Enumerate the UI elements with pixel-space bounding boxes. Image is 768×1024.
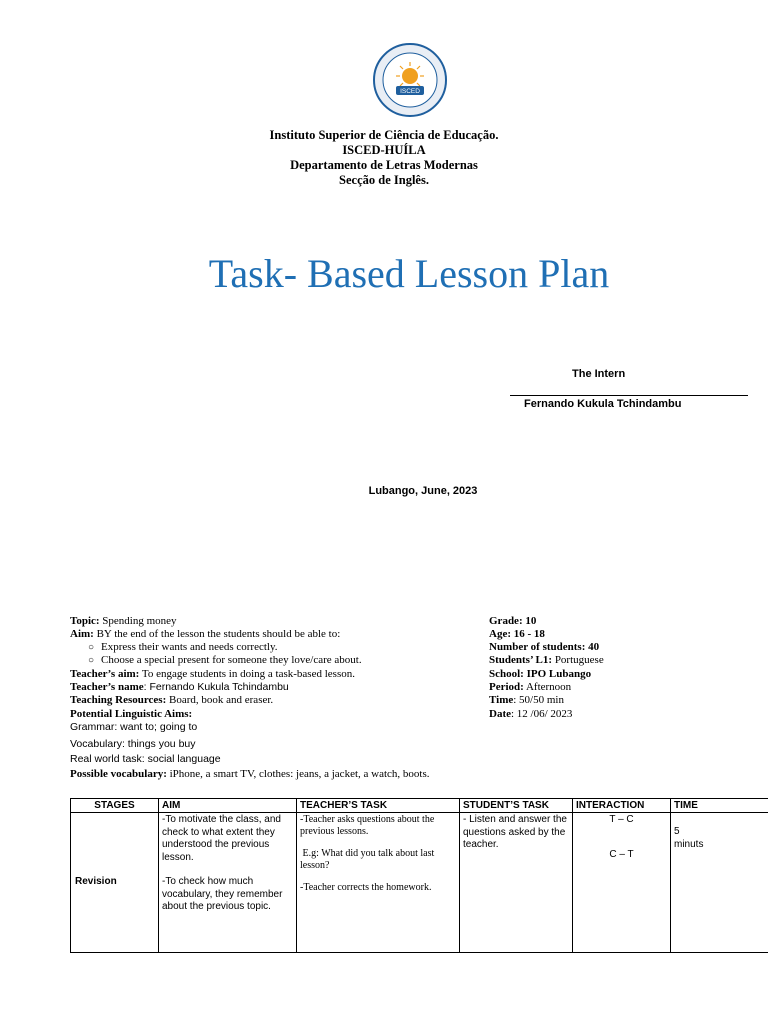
teachers-aim-value: To engage students in doing a task-based lesson.	[139, 668, 355, 680]
intern-name: Fernando Kukula Tchindambu	[524, 398, 682, 410]
resources-line	[70, 694, 273, 707]
time-value: : 50/50 min	[513, 694, 564, 706]
grammar-line: Grammar: want to; going to	[70, 721, 198, 733]
time-text: 5	[674, 826, 680, 837]
students-l1	[489, 654, 604, 667]
institution-name: Instituto Superior de Ciência de Educação.	[269, 128, 499, 142]
number-of-students: Number of students: 40	[489, 641, 600, 653]
students-l1-value: Portuguese	[552, 654, 604, 666]
interaction-cell	[573, 813, 671, 953]
bullet-circle-icon: ○	[88, 655, 95, 666]
bullet-circle-icon: ○	[88, 642, 95, 653]
document-title: Task- Based Lesson Plan	[208, 251, 610, 296]
header-time: TIME	[671, 799, 768, 813]
period-label: Period:	[489, 681, 524, 693]
period-value: Afternoon	[523, 681, 572, 693]
aim-bullet-text: Express their wants and needs correctly.	[101, 641, 278, 653]
time-cell	[671, 813, 768, 953]
date-label: Date	[489, 708, 511, 720]
teacher-task-text: -Teacher asks questions about the previous lessons.	[300, 814, 435, 837]
teachers-name-line	[70, 681, 289, 694]
topic-label: Topic:	[70, 615, 100, 627]
teachers-aim-label: Teacher’s aim:	[70, 668, 140, 680]
aim-bullet-text: Choose a special present for someone they love/care about.	[101, 654, 362, 666]
aim-bullet	[88, 654, 362, 667]
possible-vocabulary-label: Possible vocabulary:	[70, 768, 167, 780]
signature-line	[510, 395, 748, 396]
resources-label: Teaching Resources:	[70, 694, 167, 706]
place-date: Lubango, June, 2023	[368, 485, 478, 497]
aim-text: -To check how much vocabulary, they remember about the previous topic.	[162, 876, 283, 912]
teacher-task-text: -Teacher corrects the homework.	[300, 882, 432, 893]
institution-acronym: ISCED-HUÍLA	[342, 143, 426, 157]
aim-label: Aim:	[70, 628, 94, 640]
linguistic-aims-heading: Potential Linguistic Aims:	[70, 708, 193, 720]
resources-value: Board, book and eraser.	[166, 694, 274, 706]
possible-vocabulary-value: iPhone, a smart TV, clothes: jeans, a jacket, a watch, boots.	[166, 768, 430, 780]
section-name: Secção de Inglês.	[339, 173, 429, 187]
lesson-plan-table	[70, 798, 768, 953]
department-name: Departamento de Letras Modernas	[290, 158, 478, 172]
teachers-name-value: : Fernando Kukula Tchindambu	[143, 681, 289, 693]
date-value: : 12 /06/ 2023	[511, 708, 573, 720]
interaction-text: T – C	[609, 814, 634, 825]
interaction-text: C – T	[609, 848, 634, 860]
topic-line	[70, 615, 177, 628]
header-students-task: STUDENT’S TASK	[460, 799, 573, 813]
time	[489, 694, 564, 707]
students-task-cell: - Listen and answer the questions asked by the teacher.	[460, 813, 573, 953]
stage-cell: Revision	[71, 813, 159, 953]
date	[489, 708, 572, 721]
students-l1-label: Students’ L1:	[489, 654, 553, 666]
institution-logo	[372, 42, 448, 118]
table-header-row	[71, 799, 768, 813]
header-aim: AIM	[159, 799, 297, 813]
school: School: IPO Lubango	[489, 668, 592, 680]
table-row	[71, 813, 768, 953]
aim-text: -To motivate the class, and check to what extent they understood the previous lesson.	[162, 814, 281, 863]
header-teachers-task: TEACHER’S TASK	[297, 799, 460, 813]
header-stages: STAGES	[71, 799, 159, 813]
aim-cell	[159, 813, 297, 953]
header-interaction: INTERACTION	[573, 799, 671, 813]
grade: Grade: 10	[489, 615, 537, 627]
logo-label: ISCED	[400, 88, 420, 95]
teacher-task-example: E.g: What did you talk about last lesson?	[300, 848, 437, 871]
topic-value: Spending money	[99, 615, 177, 627]
age-range: Age: 16 - 18	[489, 628, 545, 640]
real-world-task-line: Real world task: social language	[70, 753, 221, 765]
aim-value: BY the end of the lesson the students should be able to:	[93, 628, 341, 640]
aim-bullet	[88, 641, 278, 654]
teachers-task-cell	[297, 813, 460, 953]
time-label: Time	[489, 694, 514, 706]
intern-label: The Intern	[572, 368, 626, 380]
vocabulary-line: Vocabulary: things you buy	[70, 738, 196, 750]
teachers-aim-line	[70, 668, 355, 681]
period	[489, 681, 571, 694]
teachers-name-label: Teacher’s name	[70, 681, 144, 693]
possible-vocabulary-line	[70, 768, 430, 781]
time-text: minuts	[674, 838, 704, 850]
aim-line	[70, 628, 340, 641]
